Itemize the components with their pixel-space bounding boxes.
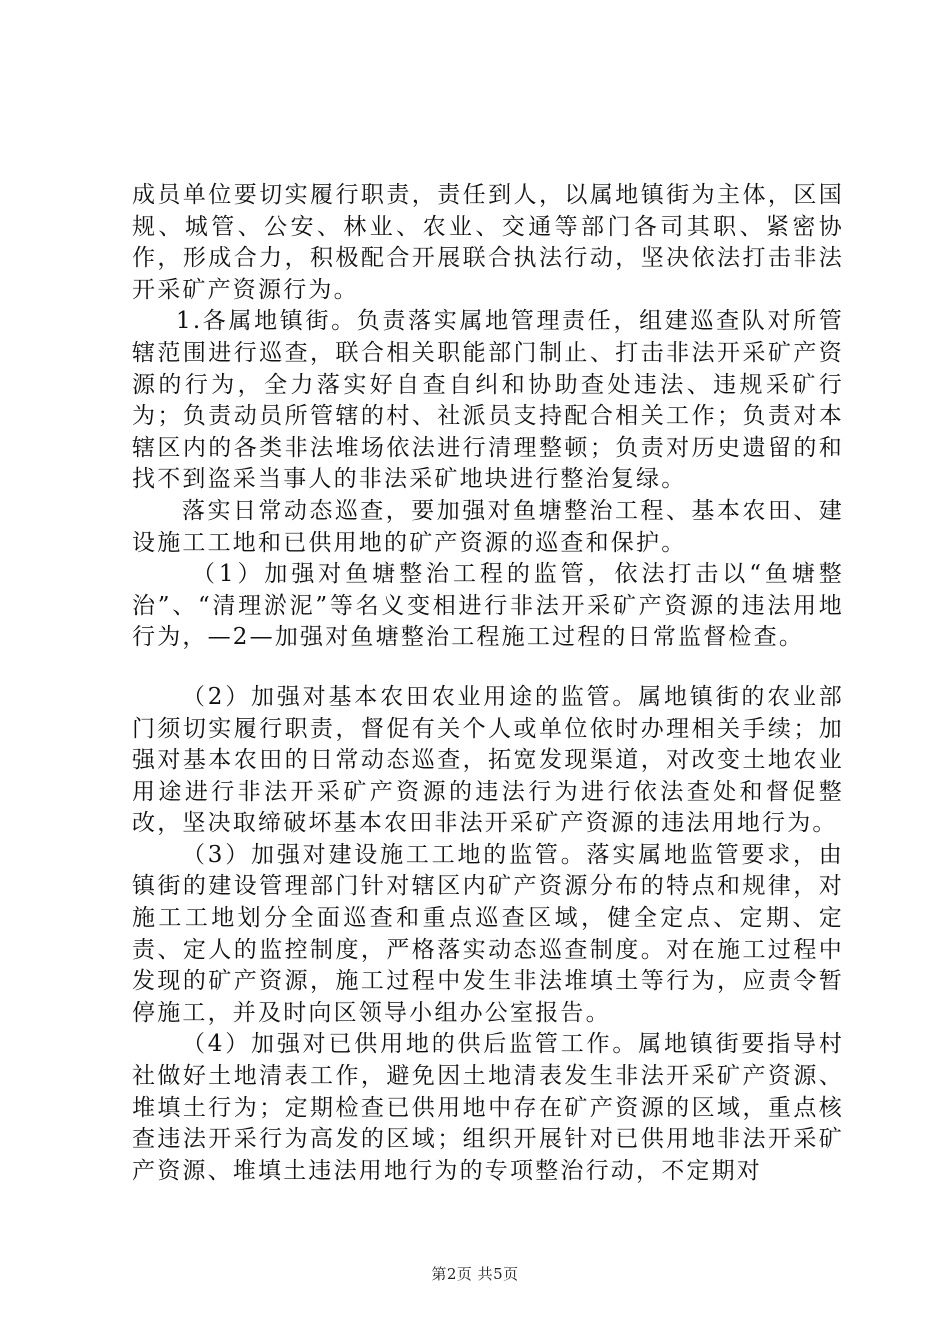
paragraph-fishpond-supervision: （1）加强对鱼塘整治工程的监管，依法打击以“鱼塘整治”、“清理淤泥”等名义变相进行非法开采矿产资源的违法用地行为，—2—加强对鱼塘整治工程施工过程的日常监督检查。 [132, 561, 844, 651]
page-number-footer: 第2页 共5页 [431, 1265, 519, 1283]
paragraph-farmland-supervision: （2）加强对基本农田农业用途的监管。属地镇街的农业部门须切实履行职责，督促有关个人或单位依时办理相关手续；加强对基本农田的日常动态巡查，拓宽发现渠道，对改变土地农业用途进行非法开采矿产资源的违法行为进行依法查处和督促整改，坚决取缔破坏基本农田非法开采矿产资源的违法用地行为。 [132, 683, 844, 837]
paragraph-supplied-land-supervision: （4）加强对已供用地的供后监管工作。属地镇街要指导村社做好土地清表工作，避免因土地清表发生非法开采矿产资源、堆填土行为；定期检查已供用地中存在矿产资源的区域，重点核查违法开采行为高发的区域；组织开展针对已供用地非法开采矿产资源、堆填土违法用地行为的专项整治行动，不定期对 [132, 1031, 844, 1184]
paragraph-construction-supervision: （3）加强对建设施工工地的监管。落实属地监管要求，由镇街的建设管理部门针对辖区内矿产资源分布的特点和规律，对施工工地划分全面巡查和重点巡查区域，健全定点、定期、定责、定人的监控制度，严格落实动态巡查制度。对在施工过程中发现的矿产资源，施工过程中发生非法堆填土等行为，应责令暂停施工，并及时向区领导小组办公室报告。 [132, 841, 844, 1026]
paragraph-daily-patrol: 落实日常动态巡查，要加强对鱼塘整治工程、基本农田、建设施工工地和已供用地的矿产资源的巡查和保护。 [132, 497, 844, 556]
document-body [132, 180, 844, 1187]
paragraph-members-duties: 成员单位要切实履行职责，责任到人，以属地镇街为主体，区国规、城管、公安、林业、农业、交通等部门各司其职、紧密协作，形成合力，积极配合开展联合执法行动，坚决依法打击非法开采矿产资源行为。 [132, 182, 844, 303]
paragraph-item-1-towns: 1.各属地镇街。负责落实属地管理责任，组建巡查队对所管辖范围进行巡查，联合相关职能部门制止、打击非法开采矿产资源的行为，全力落实好自查自纠和协助查处违法、违规采矿行为；负责动员所管辖的村、社派员支持配合相关工作；负责对本辖区内的各类非法堆场依法进行清理整顿；负责对历史遗留的和找不到盗采当事人的非法采矿地块进行整治复绿。 [132, 308, 844, 493]
